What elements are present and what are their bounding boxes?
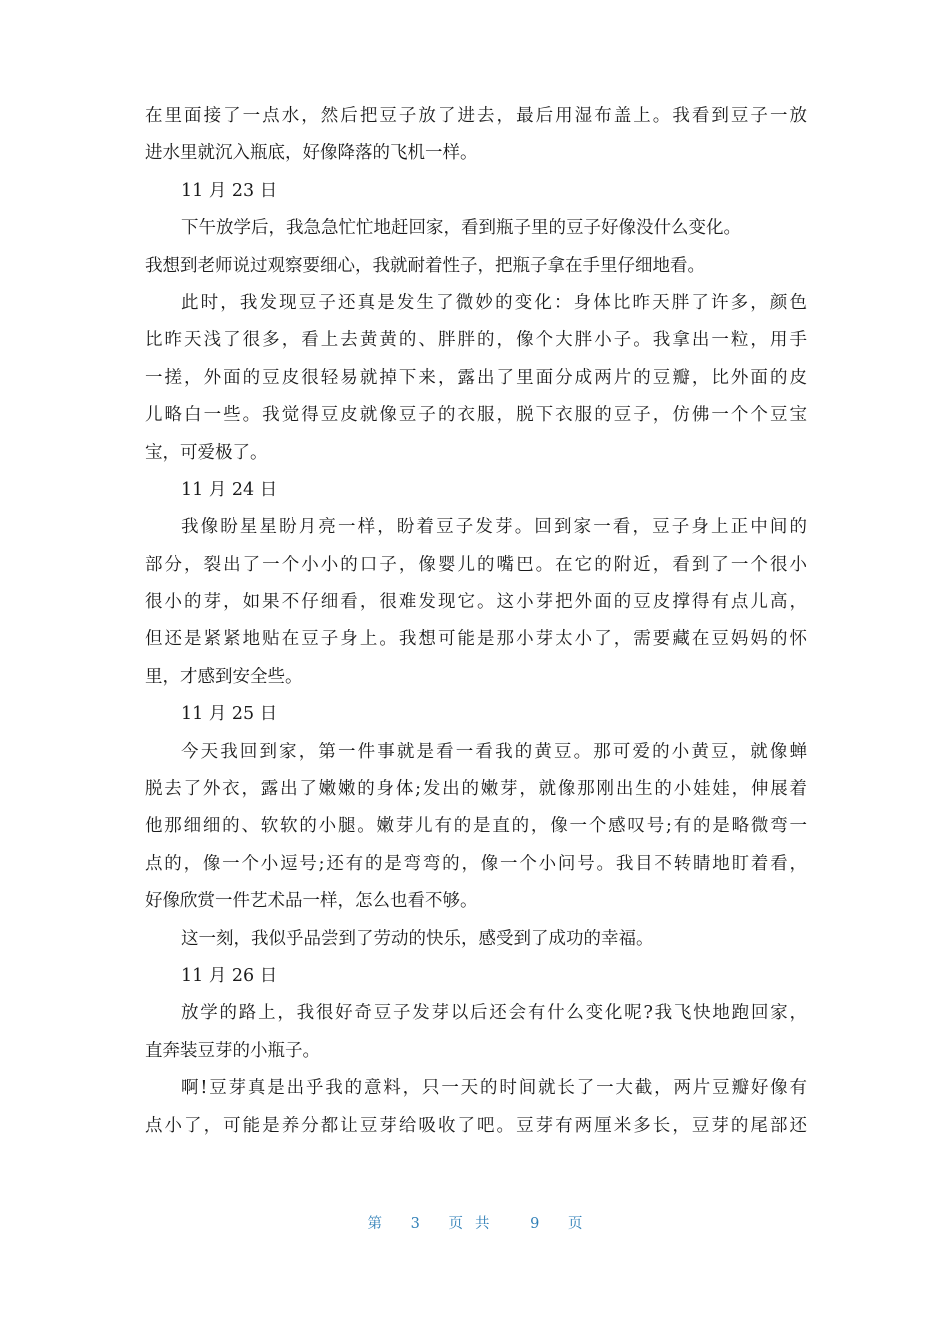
footer-total-pages: 9 bbox=[530, 1216, 540, 1232]
text-line: 我像盼星星盼月亮一样，盼着豆子发芽。回到家一看，豆子身上正中间的 bbox=[181, 517, 807, 538]
text-line: 比昨天浅了很多，看上去黄黄的、胖胖的，像个大胖小子。我拿出一粒，用手 bbox=[145, 330, 807, 351]
text-line: 但还是紧紧地贴在豆子身上。我想可能是那小芽太小了，需要藏在豆妈妈的怀 bbox=[145, 629, 807, 650]
text-line: 儿略白一些。我觉得豆皮就像豆子的衣服，脱下衣服的豆子，仿佛一个个豆宝 bbox=[145, 405, 807, 426]
date-heading: 11 月 26 日 bbox=[181, 965, 278, 986]
footer-middle: 页共 bbox=[448, 1216, 502, 1232]
date-heading: 11 月 25 日 bbox=[181, 704, 278, 725]
text-line: 放学的路上，我很好奇豆子发芽以后还会有什么变化呢?我飞快地跑回家， bbox=[181, 1003, 807, 1024]
date-heading: 11 月 24 日 bbox=[181, 479, 278, 500]
text-line: 他那细细的、软软的小腿。嫩芽儿有的是直的，像一个感叹号;有的是略微弯一 bbox=[145, 816, 807, 837]
date-heading: 11 月 23 日 bbox=[181, 180, 278, 201]
footer-prefix: 第 bbox=[367, 1216, 383, 1232]
text-line: 一搓，外面的豆皮很轻易就掉下来，露出了里面分成两片的豆瓣，比外面的皮 bbox=[145, 367, 807, 388]
text-line: 宝，可爱极了。 bbox=[145, 442, 268, 463]
text-line: 里，才感到安全些。 bbox=[145, 666, 303, 687]
text-line: 直奔装豆芽的小瓶子。 bbox=[145, 1040, 320, 1061]
text-line: 今天我回到家，第一件事就是看一看我的黄豆。那可爱的小黄豆，就像蝉 bbox=[181, 741, 807, 762]
text-line: 很小的芽，如果不仔细看，很难发现它。这小芽把外面的豆皮撑得有点儿高， bbox=[145, 592, 807, 613]
text-line: 我想到老师说过观察要细心，我就耐着性子，把瓶子拿在手里仔细地看。 bbox=[145, 255, 705, 276]
footer-page-number: 3 bbox=[410, 1216, 420, 1232]
page-footer bbox=[0, 1212, 950, 1233]
text-line: 啊!豆芽真是出乎我的意料，只一天的时间就长了一大截，两片豆瓣好像有 bbox=[181, 1078, 807, 1099]
text-line: 下午放学后，我急急忙忙地赶回家，看到瓶子里的豆子好像没什么变化。 bbox=[181, 218, 741, 239]
document-body bbox=[145, 98, 807, 1145]
text-line: 好像欣赏一件艺术品一样，怎么也看不够。 bbox=[145, 891, 478, 912]
text-line: 进水里就沉入瓶底，好像降落的飞机一样。 bbox=[145, 143, 478, 164]
footer-suffix: 页 bbox=[567, 1216, 583, 1232]
text-line: 脱去了外衣，露出了嫩嫩的身体;发出的嫩芽，就像那刚出生的小娃娃，伸展着 bbox=[145, 779, 807, 800]
text-line: 点的，像一个小逗号;还有的是弯弯的，像一个小问号。我目不转睛地盯着看， bbox=[145, 853, 807, 874]
text-line: 在里面接了一点水，然后把豆子放了进去，最后用湿布盖上。我看到豆子一放 bbox=[145, 106, 807, 126]
text-line: 这一刻，我似乎品尝到了劳动的快乐，感受到了成功的幸福。 bbox=[181, 928, 654, 949]
text-line: 部分，裂出了一个小小的口子，像婴儿的嘴巴。在它的附近，看到了一个很小 bbox=[145, 554, 807, 575]
text-line: 点小了，可能是养分都让豆芽给吸收了吧。豆芽有两厘米多长，豆芽的尾部还 bbox=[145, 1115, 807, 1136]
text-line: 此时，我发现豆子还真是发生了微妙的变化：身体比昨天胖了许多，颜色 bbox=[181, 292, 807, 313]
